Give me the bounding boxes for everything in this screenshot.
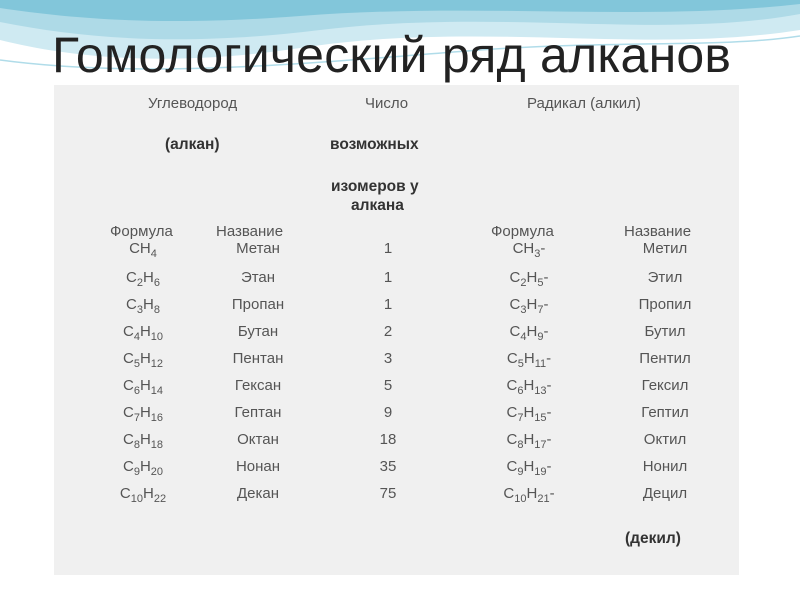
- alkane-formula: $C_3H_8$: [126, 296, 160, 316]
- radical-name: Пентил: [639, 350, 691, 367]
- subheader-name-right: Название: [624, 223, 692, 240]
- radical-formula: $C_2H_5-$: [509, 269, 549, 289]
- isomer-count: 1: [383, 240, 393, 257]
- header-alkane: (алкан): [165, 136, 220, 153]
- alkane-formula: $C_5H_{12}$: [122, 350, 164, 370]
- radical-name: Гептил: [641, 404, 689, 421]
- isomer-count: 75: [379, 485, 397, 502]
- header-radical: Радикал (алкил): [527, 95, 641, 112]
- isomer-count: 9: [383, 404, 393, 421]
- isomer-count: 1: [383, 296, 393, 313]
- alkane-name: Октан: [237, 431, 279, 448]
- radical-name: Децил: [642, 485, 688, 502]
- alkane-formula: $C_4H_{10}$: [122, 323, 164, 343]
- header-possible: возможных: [330, 136, 419, 153]
- alkane-formula: $C_9H_{20}$: [122, 458, 164, 478]
- alkane-formula: $C_6H_{14}$: [122, 377, 164, 397]
- radical-name: Пропил: [638, 296, 692, 313]
- isomer-count: 5: [383, 377, 393, 394]
- isomer-count: 3: [383, 350, 393, 367]
- radical-formula: $CH_3-$: [512, 240, 546, 260]
- radical-formula: $C_4H_9-$: [509, 323, 549, 343]
- radical-name: Этил: [647, 269, 683, 286]
- header-isomers-line2: алкана: [351, 197, 404, 214]
- radical-name: Гексил: [641, 377, 689, 394]
- subheader-formula-left: Формула: [110, 223, 173, 240]
- alkane-table: [54, 85, 739, 575]
- alkane-name: Этан: [240, 269, 276, 286]
- alkane-name: Гептан: [234, 404, 282, 421]
- alkane-formula: $C_8H_{18}$: [122, 431, 164, 451]
- alkane-name: Бутан: [237, 323, 279, 340]
- radical-name: Бутил: [644, 323, 686, 340]
- alkane-name: Метан: [236, 240, 280, 257]
- radical-formula: $C_5H_{11}-$: [506, 350, 552, 370]
- alkane-formula: $CH_4$: [129, 240, 157, 260]
- radical-formula: $C_9H_{19}-$: [506, 458, 552, 478]
- header-hydrocarbon: Углеводород: [148, 95, 238, 112]
- radical-formula: $C_6H_{13}-$: [506, 377, 552, 397]
- subheader-name-left: Название: [216, 223, 284, 240]
- alkane-formula: $C_7H_{16}$: [122, 404, 164, 424]
- radical-name: Метил: [642, 240, 688, 257]
- isomer-count: 35: [379, 458, 397, 475]
- alkane-name: Пропан: [231, 296, 285, 313]
- subheader-formula-right: Формула: [491, 223, 554, 240]
- radical-name: Нонил: [642, 458, 688, 475]
- alkane-formula: $C_2H_6$: [126, 269, 160, 289]
- radical-name: Октил: [643, 431, 687, 448]
- alkane-name: Декан: [236, 485, 280, 502]
- radical-formula: $C_3H_7-$: [509, 296, 549, 316]
- header-isomers-line1: изомеров у: [331, 178, 419, 195]
- header-number: Число: [365, 95, 409, 112]
- footnote-dekil: (декил): [625, 530, 681, 547]
- isomer-count: 2: [383, 323, 393, 340]
- radical-formula: $C_8H_{17}-$: [506, 431, 552, 451]
- alkane-name: Нонан: [235, 458, 281, 475]
- alkane-name: Пентан: [232, 350, 284, 367]
- radical-formula: $C_7H_{15}-$: [506, 404, 552, 424]
- isomer-count: 1: [383, 269, 393, 286]
- isomer-count: 18: [379, 431, 397, 448]
- alkane-name: Гексан: [234, 377, 282, 394]
- slide-title: Гомологический ряд алканов: [52, 27, 732, 83]
- radical-formula: $C_{10}H_{21}-$: [503, 485, 555, 505]
- alkane-formula: $C_{10}H_{22}$: [119, 485, 167, 505]
